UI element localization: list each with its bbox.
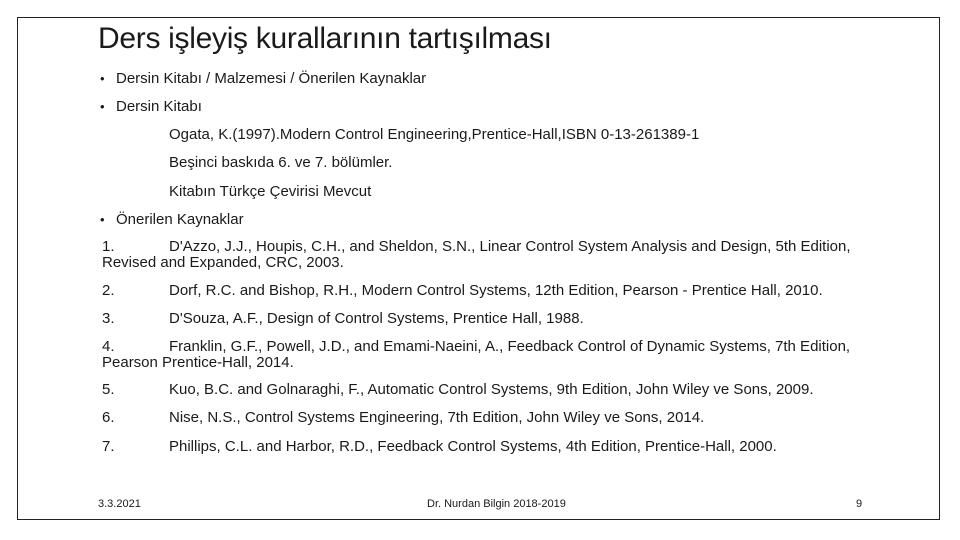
bullet-materials [100,70,426,87]
reference-item [102,439,862,455]
bullet-text: Önerilen Kaynaklar [116,211,244,228]
reference-number: 1. [102,238,115,255]
book-translation-note: Kitabın Türkçe Çevirisi Mevcut [169,183,372,200]
bullet-suggested-sources [100,211,244,228]
reference-text: Nise, N.S., Control Systems Engineering, 7th Edition, John Wiley ve Sons, 2014. [169,409,705,426]
book-citation: Ogata, K.(1997).Modern Control Engineering,Prentice-Hall,ISBN 0-13-261389-1 [169,126,700,143]
reference-text: Kuo, B.C. and Golnaraghi, F., Automatic Control Systems, 9th Edition, John Wiley ve Sons, 2009. [169,381,814,398]
footer-page-number: 9 [856,498,863,510]
reference-item [102,339,862,371]
reference-item [102,239,862,271]
reference-number: 4. [102,338,115,355]
bullet-icon: • [100,212,105,227]
reference-item [102,283,862,299]
bullet-icon: • [100,71,105,86]
book-chapters: Beşinci baskıda 6. ve 7. bölümler. [169,154,393,171]
reference-item [102,311,862,327]
reference-item [102,410,862,426]
reference-number: 5. [102,381,115,398]
bullet-text: Dersin Kitabı / Malzemesi / Önerilen Kaynaklar [116,70,427,87]
slide-title: Ders işleyiş kurallarının tartışılması [98,22,552,55]
reference-text: D'Azzo, J.J., Houpis, C.H., and Sheldon, S.N., Linear Control System Analysis and Design, 5th Edition, Revised and Expanded, CRC, 2003. [102,238,851,271]
reference-number: 3. [102,310,115,327]
reference-text: Franklin, G.F., Powell, J.D., and Emami-Naeini, A., Feedback Control of Dynamic Systems, 7th Edition, Pearson Prentice-Hall, 2014. [102,338,851,371]
reference-text: Phillips, C.L. and Harbor, R.D., Feedback Control Systems, 4th Edition, Prentice-Hall, 2000. [169,438,777,455]
footer-date: 3.3.2021 [98,498,141,510]
reference-text: Dorf, R.C. and Bishop, R.H., Modern Control Systems, 12th Edition, Pearson - Prentice Hall, 2010. [169,282,823,299]
reference-number: 7. [102,438,115,455]
bullet-text: Dersin Kitabı [116,98,202,115]
reference-number: 2. [102,282,115,299]
reference-text: D'Souza, A.F., Design of Control Systems, Prentice Hall, 1988. [169,310,584,327]
reference-item [102,382,862,398]
bullet-icon: • [100,99,105,114]
bullet-course-book [100,98,202,115]
footer-author: Dr. Nurdan Bilgin 2018-2019 [427,498,566,510]
reference-number: 6. [102,409,115,426]
